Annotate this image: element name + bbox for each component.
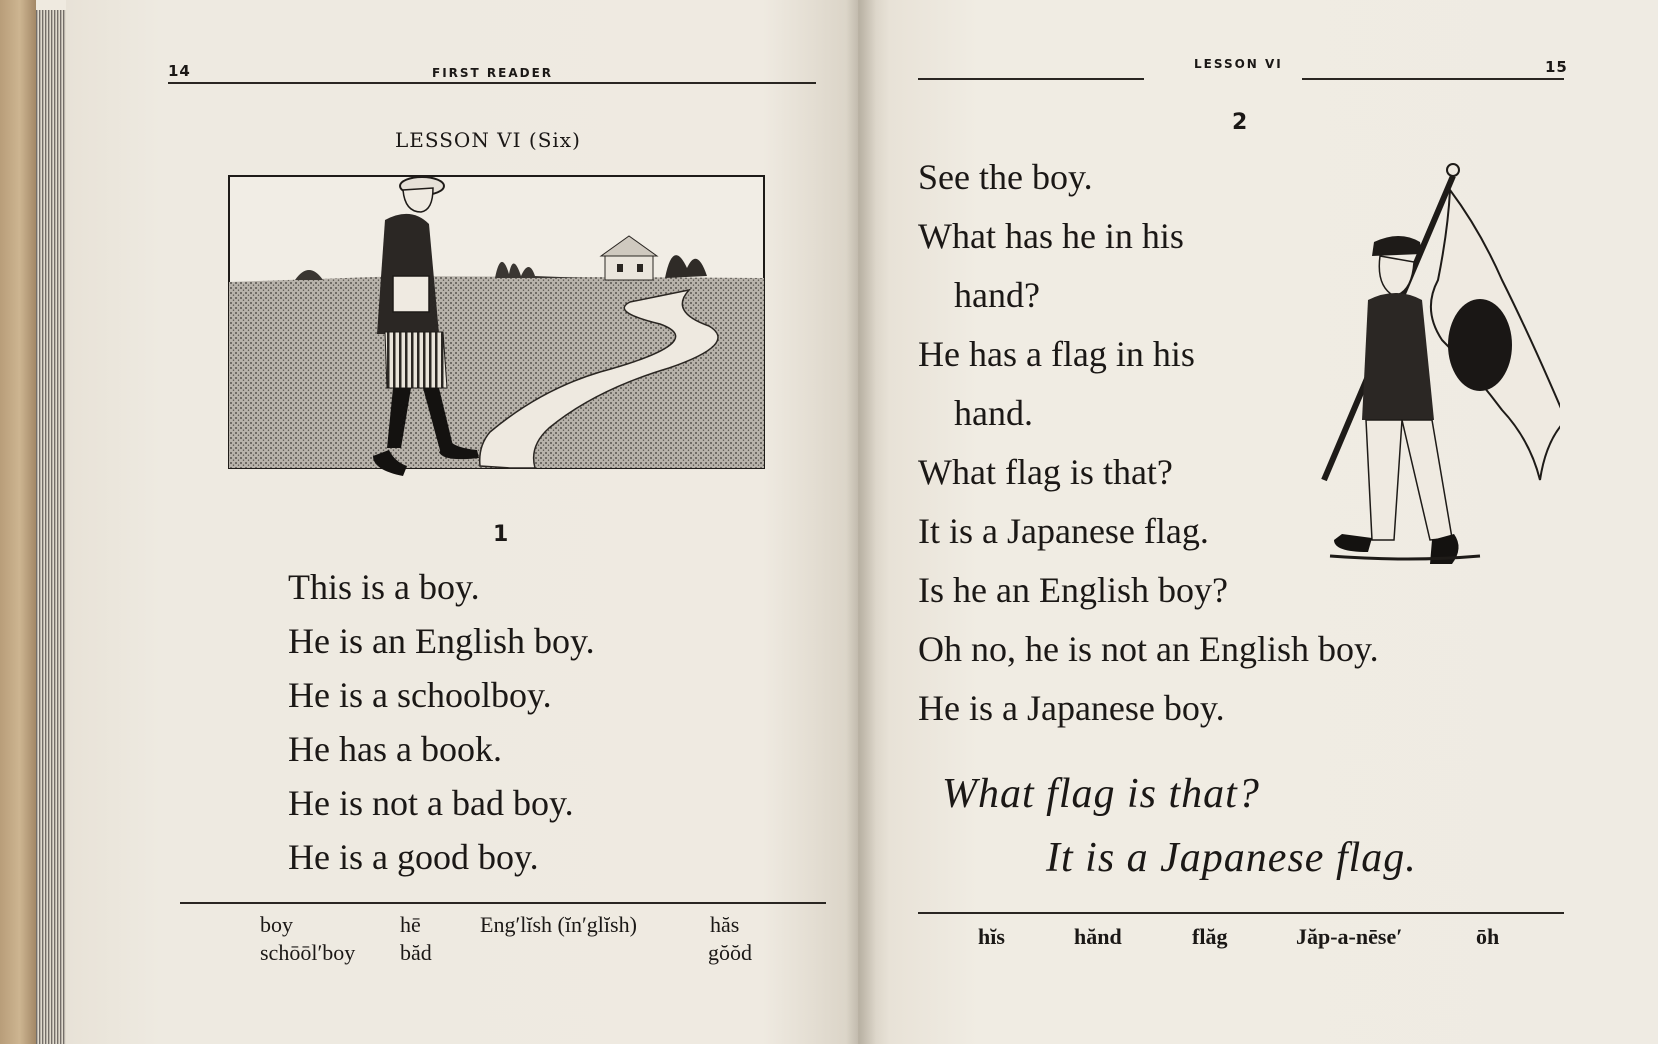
reading-line: See the boy. [918,157,1093,197]
vocab-word: Eng′lĭsh (ĭn′glĭsh) [480,912,637,937]
right-header-rule-left [918,78,1144,80]
vocab-word: ōh [1476,924,1500,949]
reading-line: He is an English boy. [288,621,595,661]
vocab-word: schōōl′boy [260,940,356,965]
vocab-word: gŏŏd [708,940,752,965]
reading-line: It is a Japanese flag. [918,511,1209,551]
vocab-word: hăs [710,912,740,937]
section-number-1: 1 [493,522,509,547]
cursive-line: It is a Japanese flag. [1046,835,1417,881]
left-reading-passage [288,560,595,884]
reading-line: What has he in his [918,216,1184,256]
vocab-word: flăg [1192,924,1228,949]
reading-line: He is a Japanese boy. [918,688,1225,728]
flag-boy-illustration [1310,160,1560,600]
left-running-head: FIRST READER [432,66,554,80]
reading-line: He is a schoolboy. [288,675,552,715]
vocab-word: Jăp-a-nēse′ [1296,924,1403,949]
reading-line: He is not a bad boy. [288,783,574,823]
left-header-rule [168,82,816,84]
reading-line: This is a boy. [288,567,480,607]
reading-line: hand? [954,275,1040,315]
vocab-word: băd [400,940,432,965]
vocab-word: boy [260,912,293,937]
reading-line: He has a flag in his [918,334,1195,374]
reading-line: Oh no, he is not an English boy. [918,629,1379,669]
book-edge [0,0,36,1044]
vocab-word: hănd [1074,924,1122,949]
section-number-2: 2 [1232,110,1248,135]
left-vocab-rule [180,902,826,904]
gutter-shadow [846,0,876,1044]
reading-line: He has a book. [288,729,502,769]
page-stack-edges [36,10,66,1044]
lesson-title: LESSON VI (Six) [395,128,581,152]
left-page-number: 14 [168,62,191,80]
right-page-number: 15 [1545,58,1568,76]
cursive-line: What flag is that? [942,771,1260,817]
right-vocab-rule [918,912,1564,914]
reading-line: What flag is that? [918,452,1173,492]
vocab-word: hĭs [978,924,1005,949]
left-page [66,0,858,1044]
schoolboy-illustration [225,172,770,510]
reading-line: hand. [954,393,1033,433]
right-running-head: LESSON VI [1194,57,1283,71]
reading-line: He is a good boy. [288,837,539,877]
vocab-word: hē [400,912,421,937]
reading-line: Is he an English boy? [918,570,1228,610]
right-header-rule-right [1302,78,1564,80]
